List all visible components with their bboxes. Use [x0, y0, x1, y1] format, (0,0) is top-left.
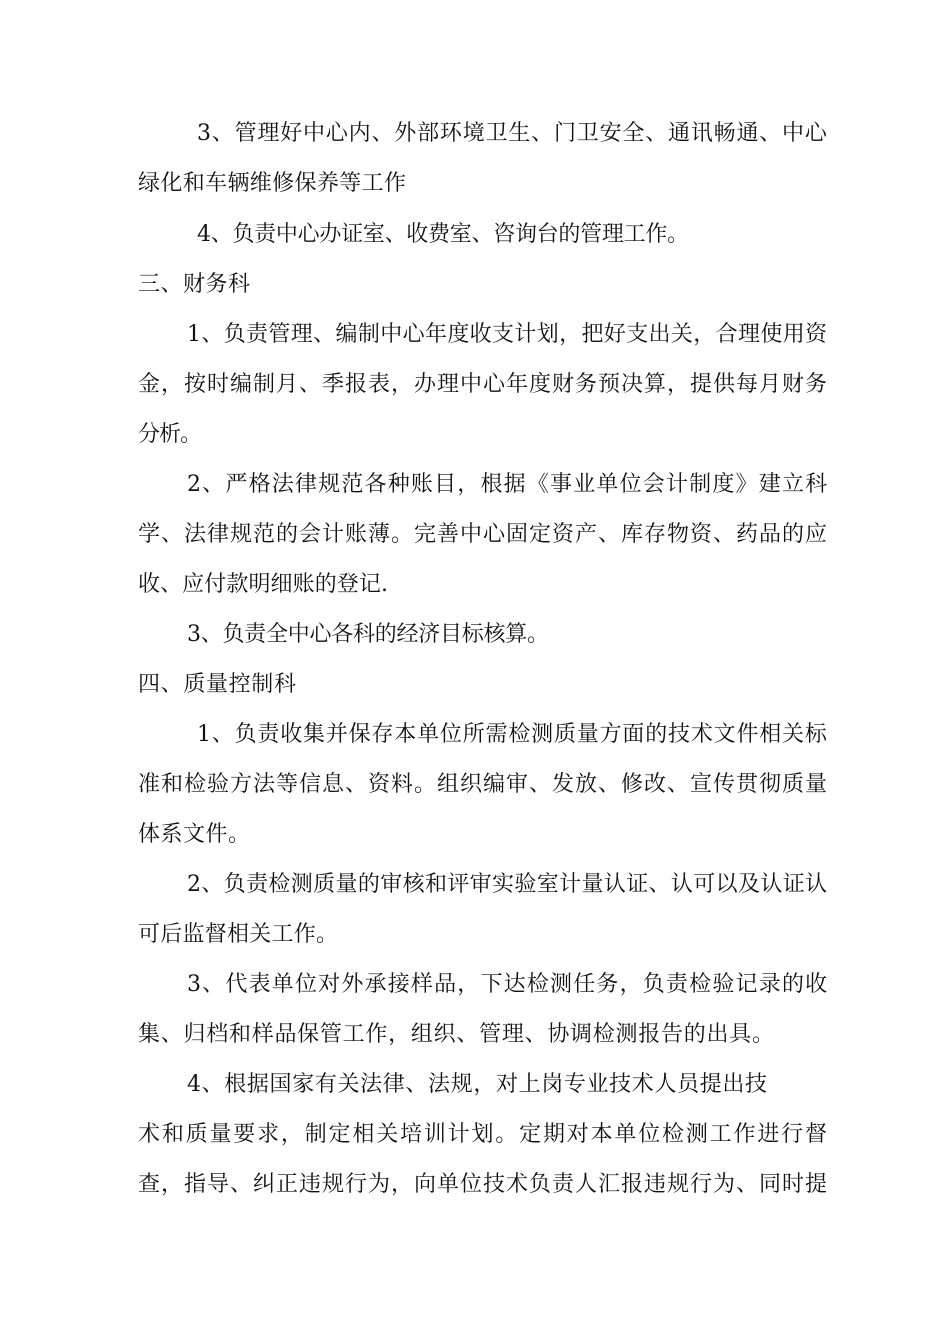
quality-item-1-line-1: 1、负责收集并保存本单位所需检测质量方面的技术文件相关标: [197, 722, 828, 747]
finance-item-1-line-1: 1、负责管理、编制中心年度收支计划，把好支出关，合理使用资: [187, 322, 828, 347]
quality-item-2-line-1: 2、负责检测质量的审核和评审实验室计量认证、认可以及认证认: [187, 872, 828, 897]
quality-item-1-line-2: 准和检验方法等信息、资料。组织编审、发放、修改、宣传贯彻质量: [138, 772, 829, 797]
quality-item-4-line-3: 查，指导、纠正违规行为，向单位技术负责人汇报违规行为、同时提: [138, 1172, 829, 1197]
quality-item-4-line-1: 4、根据国家有关法律、法规，对上岗专业技术人员提出技: [187, 1072, 768, 1097]
para-4-line-1: 4、负责中心办证室、收费室、咨询台的管理工作。: [197, 222, 689, 247]
quality-item-3-line-1: 3、代表单位对外承接样品，下达检测任务，负责检验记录的收: [187, 972, 829, 997]
quality-item-3-line-2: 集、归档和样品保管工作，组织、管理、协调检测报告的出具。: [138, 1022, 775, 1047]
para-3-line-2: 绿化和车辆维修保养等工作: [138, 171, 407, 196]
section-heading-finance: 三、财务科: [138, 272, 251, 297]
finance-item-2-line-1: 2、严格法律规范各种账目，根据《事业单位会计制度》建立科: [187, 472, 829, 497]
section-heading-quality-control: 四、质量控制科: [138, 672, 297, 697]
finance-item-3-line-1: 3、负责全中心各科的经济目标核算。: [187, 622, 549, 647]
quality-item-4-line-2: 术和质量要求，制定相关培训计划。定期对本单位检测工作进行督: [138, 1122, 829, 1147]
quality-item-2-line-2: 可后监督相关工作。: [138, 922, 339, 947]
finance-item-2-line-3: 收、应付款明细账的登记.: [138, 572, 389, 597]
finance-item-2-line-2: 学、法律规范的会计账薄。完善中心固定资产、库存物资、药品的应: [138, 522, 829, 547]
para-3-line-1: 3、管理好中心内、外部环境卫生、门卫安全、通讯畅通、中心: [197, 121, 828, 146]
quality-item-1-line-3: 体系文件。: [138, 822, 251, 847]
finance-item-1-line-3: 分析。: [138, 422, 201, 447]
finance-item-1-line-2: 金，按时编制月、季报表，办理中心年度财务预决算，提供每月财务: [138, 372, 829, 397]
